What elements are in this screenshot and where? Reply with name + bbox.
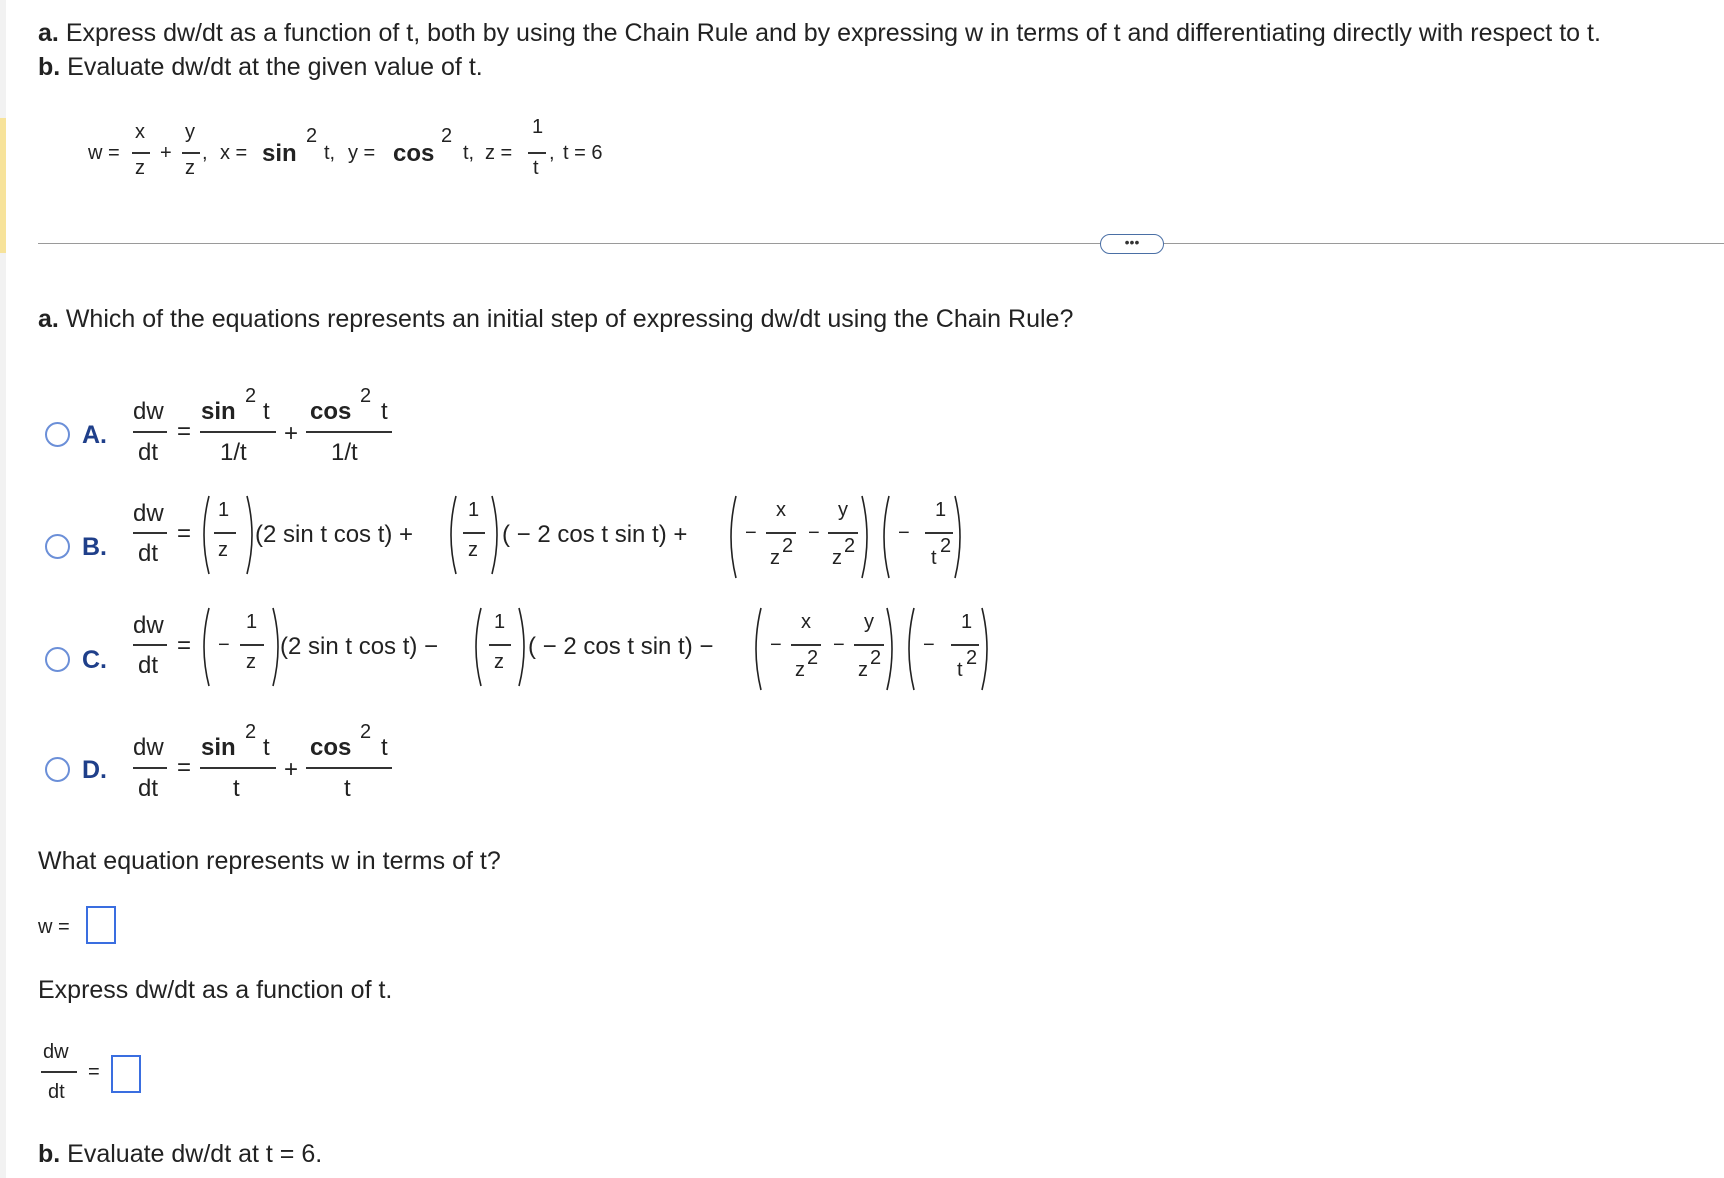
fraction-bar xyxy=(951,644,979,646)
fraction-z-denominator: z xyxy=(185,157,195,179)
exponent: 2 xyxy=(940,535,952,557)
fraction-bar xyxy=(132,152,150,154)
exponent: 2 xyxy=(306,125,318,147)
paren-group-dz-dt xyxy=(878,494,966,580)
y-equals: y = xyxy=(348,142,376,164)
dw: dw xyxy=(133,500,164,527)
equals-sign: = xyxy=(88,1061,100,1083)
numerator-one: 1 xyxy=(218,499,230,521)
instruction-b-text: Evaluate dw/dt at the given value of t. xyxy=(67,53,483,81)
minus-sign: − xyxy=(218,634,230,656)
denominator-t: t xyxy=(957,659,963,681)
instruction-a xyxy=(38,16,1601,50)
fraction-y-numerator: y xyxy=(185,121,195,143)
option-d-letter: D. xyxy=(82,756,107,784)
dw: dw xyxy=(133,734,164,761)
t-comma: t, xyxy=(324,142,336,164)
dt: dt xyxy=(138,439,159,466)
question-b xyxy=(38,1140,322,1169)
option-b-letter: B. xyxy=(82,533,107,561)
fraction-bar xyxy=(306,431,392,433)
fraction-bar xyxy=(133,644,167,646)
option-c-radio[interactable] xyxy=(45,647,70,672)
exponent: 2 xyxy=(245,721,257,743)
equals-sign: = xyxy=(177,520,192,547)
plus-sign: + xyxy=(284,756,299,783)
denominator-z: z xyxy=(858,659,868,681)
dt: dt xyxy=(138,775,159,802)
sin-function: sin xyxy=(262,140,297,167)
cos-function: cos xyxy=(393,140,435,167)
minus-sign: − xyxy=(923,634,935,656)
fraction-bar xyxy=(133,431,167,433)
fraction-bar xyxy=(463,532,485,534)
denominator-z: z xyxy=(770,547,780,569)
exponent: 2 xyxy=(782,535,794,557)
question-a-label: a. xyxy=(38,305,59,333)
w-question: What equation represents w in terms of t? xyxy=(38,847,501,875)
exponent: 2 xyxy=(245,385,257,407)
minus-sign: − xyxy=(808,522,820,544)
numerator-one: 1 xyxy=(494,611,506,633)
fraction-bar xyxy=(133,532,167,534)
fraction-bar xyxy=(133,767,167,769)
t-comma: t, xyxy=(463,142,475,164)
denominator-t: t xyxy=(233,775,240,802)
fraction-bar xyxy=(854,644,884,646)
w-answer-input[interactable] xyxy=(86,906,116,944)
w-equals-label: w = xyxy=(38,916,70,938)
option-a-radio[interactable] xyxy=(45,422,70,447)
fraction-bar xyxy=(200,767,276,769)
fraction-t-denominator: t xyxy=(533,157,539,179)
dwdt-prompt: Express dw/dt as a function of t. xyxy=(38,976,393,1004)
option-c-letter: C. xyxy=(82,646,107,674)
exponent: 2 xyxy=(844,535,856,557)
more-options-button[interactable]: ••• xyxy=(1100,234,1164,254)
exponent: 2 xyxy=(441,125,453,147)
numerator-x: x xyxy=(776,499,786,521)
equals-sign: = xyxy=(177,632,192,659)
plus-sign: + xyxy=(160,142,172,164)
sin-function: sin xyxy=(201,734,236,761)
instructions xyxy=(38,16,1601,84)
fraction-bar xyxy=(41,1071,77,1073)
option-a-letter: A. xyxy=(82,421,107,449)
denominator-z: z xyxy=(246,651,256,673)
dwdt-answer-input[interactable] xyxy=(111,1055,141,1093)
t-variable: t xyxy=(381,734,388,761)
term-cos-sin: ( − 2 cos t sin t) + xyxy=(502,521,688,548)
z-equals: z = xyxy=(485,142,513,164)
denominator: 1/t xyxy=(331,439,358,466)
fraction-bar xyxy=(240,644,264,646)
fraction-z-denominator: z xyxy=(135,157,145,179)
w-equals: w = xyxy=(88,142,120,164)
fraction-bar xyxy=(306,767,392,769)
fraction-bar xyxy=(200,431,276,433)
fraction-bar xyxy=(528,152,546,154)
minus-sign: − xyxy=(898,522,910,544)
instruction-b-label: b. xyxy=(38,53,61,81)
cos-function: cos xyxy=(310,734,352,761)
question-marker xyxy=(0,118,6,253)
minus-sign: − xyxy=(745,522,757,544)
equals-sign: = xyxy=(177,754,192,781)
option-d-radio[interactable] xyxy=(45,757,70,782)
question-a xyxy=(38,305,1073,334)
comma: , xyxy=(549,142,555,164)
instruction-b xyxy=(38,50,1601,84)
numerator-one: 1 xyxy=(961,611,973,633)
t-value: t = 6 xyxy=(563,142,603,164)
exponent: 2 xyxy=(807,647,819,669)
question-a-text: Which of the equations represents an initial step of expressing dw/dt using the Chain Rule? xyxy=(65,305,1074,333)
fraction-one-numerator: 1 xyxy=(532,116,544,138)
fraction-bar xyxy=(214,532,236,534)
minus-sign: − xyxy=(770,634,782,656)
section-divider xyxy=(38,243,1724,244)
denominator-z: z xyxy=(494,651,504,673)
term-sin-cos: (2 sin t cos t) − xyxy=(280,633,439,660)
fraction-bar xyxy=(766,532,796,534)
plus-sign: + xyxy=(284,420,299,447)
numerator-one: 1 xyxy=(246,611,258,633)
denominator-t: t xyxy=(344,775,351,802)
paren-group-neg-1-over-z xyxy=(198,606,284,688)
denominator-z: z xyxy=(468,539,478,561)
exponent: 2 xyxy=(966,647,978,669)
dt: dt xyxy=(48,1081,65,1103)
question-b-text: Evaluate dw/dt at t = 6. xyxy=(67,1140,323,1168)
fraction-bar xyxy=(925,532,953,534)
comma: , xyxy=(202,142,208,164)
term-cos-sin: ( − 2 cos t sin t) − xyxy=(528,633,714,660)
paren-group-dz-dt xyxy=(903,606,993,692)
numerator-x: x xyxy=(801,611,811,633)
dw: dw xyxy=(43,1041,69,1063)
minus-sign: − xyxy=(833,634,845,656)
equals-sign: = xyxy=(177,418,192,445)
denominator-z: z xyxy=(832,547,842,569)
t-variable: t xyxy=(263,398,270,425)
exponent: 2 xyxy=(360,721,372,743)
dw: dw xyxy=(133,612,164,639)
fraction-bar xyxy=(182,152,200,154)
fraction-x-numerator: x xyxy=(135,121,145,143)
instruction-a-label: a. xyxy=(38,19,59,47)
dt: dt xyxy=(138,652,159,679)
exponent: 2 xyxy=(360,385,372,407)
dt: dt xyxy=(138,540,159,567)
numerator-one: 1 xyxy=(935,499,947,521)
fraction-bar xyxy=(791,644,821,646)
term-sin-cos: (2 sin t cos t) + xyxy=(255,521,414,548)
numerator-y: y xyxy=(838,499,848,521)
sin-function: sin xyxy=(201,398,236,425)
denominator-z: z xyxy=(218,539,228,561)
t-variable: t xyxy=(381,398,388,425)
instruction-a-text: Express dw/dt as a function of t, both by using the Chain Rule and by expressing w in terms of t and differentiating directly with respect to t. xyxy=(65,19,1601,47)
denominator-z: z xyxy=(795,659,805,681)
t-variable: t xyxy=(263,734,270,761)
dw: dw xyxy=(133,398,164,425)
fraction-bar xyxy=(828,532,858,534)
question-b-label: b. xyxy=(38,1140,61,1168)
x-equals: x = xyxy=(220,142,248,164)
fraction-bar xyxy=(489,644,511,646)
exponent: 2 xyxy=(870,647,882,669)
numerator-y: y xyxy=(864,611,874,633)
denominator: 1/t xyxy=(220,439,247,466)
numerator-one: 1 xyxy=(468,499,480,521)
cos-function: cos xyxy=(310,398,352,425)
option-b-radio[interactable] xyxy=(45,534,70,559)
denominator-t: t xyxy=(931,547,937,569)
